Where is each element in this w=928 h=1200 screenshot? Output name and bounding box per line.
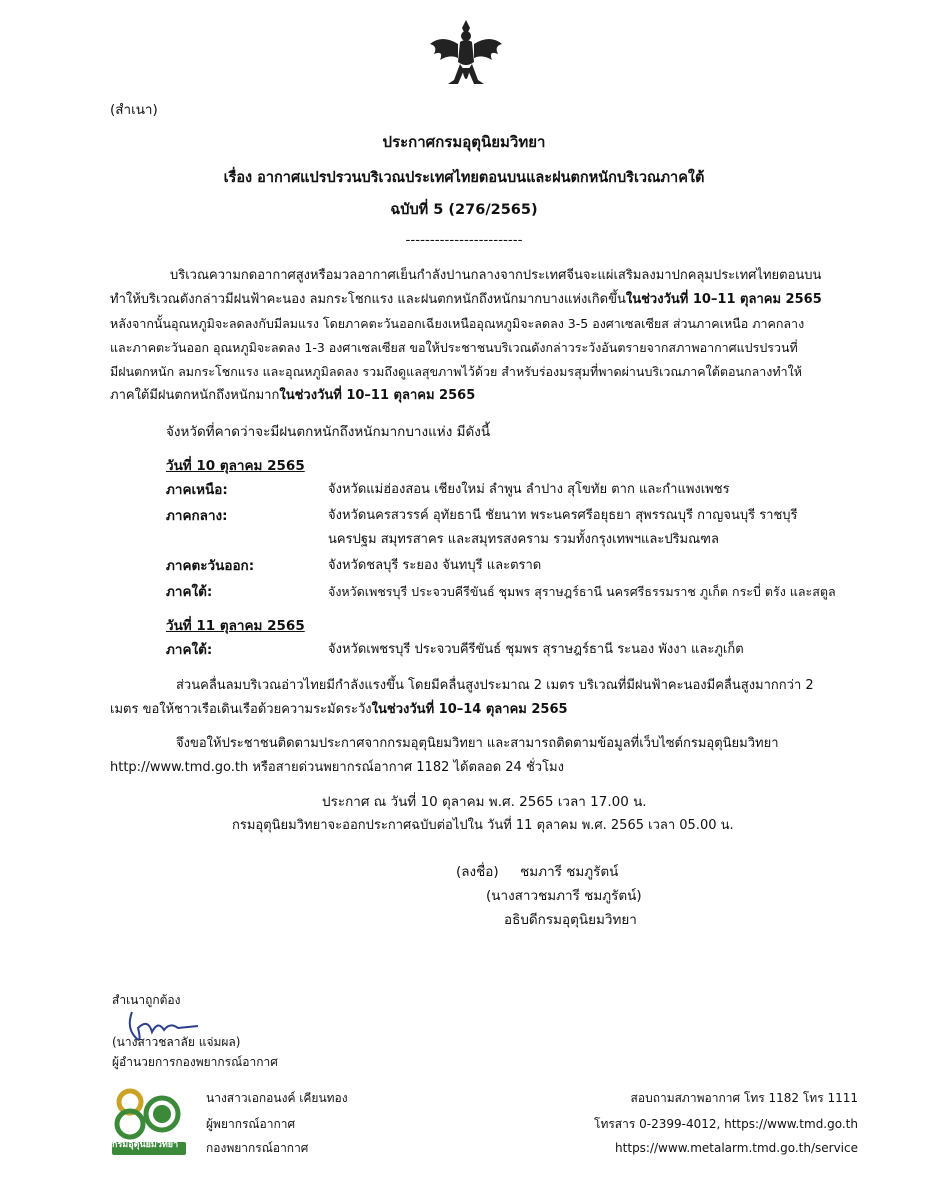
date-range-highlight: ในช่วงวันที่ 10–14 ตุลาคม 2565 [371,702,568,717]
footer-division: กองพยากรณ์อากาศ [206,1141,309,1155]
region-label: ภาคใต้: [166,642,213,658]
signer-name: (นางสาวชมภารี ชมภูรัตน์) [486,888,642,904]
day1-date: วันที่ 10 ตุลาคม 2565 [166,458,305,474]
paragraph-line: บริเวณความกดอากาศสูงหรือมวลอากาศเย็นกำลังปานกลางจากประเทศจีนจะแผ่เสริมลงมาปกคลุมประเทศไทยตอนบน [170,268,822,283]
footer-hotline: สอบถามสภาพอากาศ โทร 1182 โทร 1111 [630,1091,858,1105]
certifier-name: (นางสาวชลาลัย แจ่มผล) [112,1035,241,1049]
next-issue-notice: กรมอุตุนิยมวิทยาจะออกประกาศฉบับต่อไปใน วันที่ 11 ตุลาคม พ.ศ. 2565 เวลา 05.00 น. [232,818,734,833]
paragraph-line: ทำให้บริเวณดังกล่าวมีฝนฟ้าคะนอง ลมกระโชกแรง และฝนตกหนักถึงหนักมากบางแห่งเกิดขึ้นในช่วงวันที่ 10–11 ตุลาคม 2565 [110,292,822,307]
copy-mark: (สำเนา) [110,102,158,118]
followup-paragraph-line: จึงขอให้ประชาชนติดตามประกาศจากกรมอุตุนิยมวิทยา และสามารถติดตามข้อมูลที่เว็บไซต์กรมอุตุนิยมวิทยา [176,736,779,751]
region-label: ภาคกลาง: [166,508,228,524]
province-list: นครปฐม สมุทรสาคร และสมุทรสงคราม รวมทั้งกรุงเทพฯและปริมณฑล [328,532,719,547]
province-list: จังหวัดชลบุรี ระยอง จันทบุรี และตราด [328,558,542,573]
province-list: จังหวัดนครสวรรค์ อุทัยธานี ชัยนาท พระนครศรีอยุธยา สุพรรณบุรี กาญจนบุรี ราชบุรี [328,508,798,523]
garuda-seal-icon [424,14,508,98]
provinces-intro: จังหวัดที่คาดว่าจะมีฝนตกหนักถึงหนักมากบางแห่ง มีดังนี้ [166,424,491,440]
paragraph-line: และภาคตะวันออก อุณหภูมิจะลดลง 1-3 องศาเซลเซียส ขอให้ประชาชนบริเวณดังกล่าวระวังอันตรายจากสภาพอากาศแปรปรวนที่ [110,340,798,355]
footer-forecaster-role: ผู้พยากรณ์อากาศ [206,1117,296,1131]
wave-paragraph-line: ส่วนคลื่นลมบริเวณอ่าวไทยมีกำลังแรงขึ้น โดยมีคลื่นสูงประมาณ 2 เมตร บริเวณที่มีฝนฟ้าคะนองมีคลื่นสูงมากกว่า 2 [176,678,814,693]
separator-line: ------------------------ [405,232,523,248]
signed-line: (ลงชื่อ) ชมภารี ชมภูรัตน์ [456,864,619,880]
footer-service-link[interactable]: https://www.metalarm.tmd.go.th/service [615,1141,858,1155]
paragraph-line: มีฝนตกหนัก ลมกระโชกแรง และอุณหภูมิลดลง รวมถึงดูแลสุขภาพไว้ด้วย สำหรับร่องมรสุมที่พาดผ่านบริเวณภาคใต้ตอนกลางทำให้ [110,364,802,379]
announce-time: ประกาศ ณ วันที่ 10 ตุลาคม พ.ศ. 2565 เวลา 17.00 น. [322,794,647,810]
footer-fax-website: โทรสาร 0-2399-4012, https://www.tmd.go.th [594,1117,858,1131]
issue-number: ฉบับที่ 5 (276/2565) [390,202,538,218]
wave-paragraph-line: เมตร ขอให้ชาวเรือเดินเรือด้วยความระมัดระวังในช่วงวันที่ 10–14 ตุลาคม 2565 [110,702,568,717]
paragraph-line: หลังจากนั้นอุณหภูมิจะลดลงกับมีลมแรง โดยภาคตะวันออกเฉียงเหนืออุณหภูมิจะลดลง 3-5 องศาเซลเซียส ส่วนภาคเหนือ ภาคกลาง [110,316,805,331]
certify-label: สำเนาถูกต้อง [112,993,181,1007]
date-range-highlight: ในช่วงวันที่ 10–11 ตุลาคม 2565 [625,292,822,307]
logo-text: กรมอุตุนิยมวิทยา [112,1140,179,1150]
certifier-position: ผู้อำนวยการกองพยากรณ์อากาศ [112,1055,278,1069]
document-subject: เรื่อง อากาศแปรปรวนบริเวณประเทศไทยตอนบนและฝนตกหนักบริเวณภาคใต้ [223,170,705,186]
document-title: ประกาศกรมอุตุนิยมวิทยา [382,133,546,151]
province-list: จังหวัดแม่ฮ่องสอน เชียงใหม่ ลำพูน ลำปาง สุโขทัย ตาก และกำแพงเพชร [328,482,730,497]
province-list: จังหวัดเพชรบุรี ประจวบคีรีขันธ์ ชุมพร สุราษฎร์ธานี นครศรีธรรมราช ภูเก็ต กระบี่ ตรัง และสตูล [328,584,836,599]
footer-forecaster-name: นางสาวเอกอนงค์ เคียนทอง [206,1091,348,1105]
region-label: ภาคเหนือ: [166,482,228,498]
region-label: ภาคตะวันออก: [166,558,255,574]
region-label: ภาคใต้: [166,584,213,600]
followup-paragraph-line: http://www.tmd.go.th หรือสายด่วนพยากรณ์อากาศ 1182 ได้ตลอด 24 ชั่วโมง [110,760,564,775]
date-range-highlight: ในช่วงวันที่ 10–11 ตุลาคม 2565 [279,388,476,403]
province-list: จังหวัดเพชรบุรี ประจวบคีรีขันธ์ ชุมพร สุราษฎร์ธานี ระนอง พังงา และภูเก็ต [328,642,744,657]
day2-date: วันที่ 11 ตุลาคม 2565 [166,618,305,634]
signer-position: อธิบดีกรมอุตุนิยมวิทยา [504,912,637,928]
paragraph-line: ภาคใต้มีฝนตกหนักถึงหนักมากในช่วงวันที่ 10–11 ตุลาคม 2565 [110,388,476,403]
